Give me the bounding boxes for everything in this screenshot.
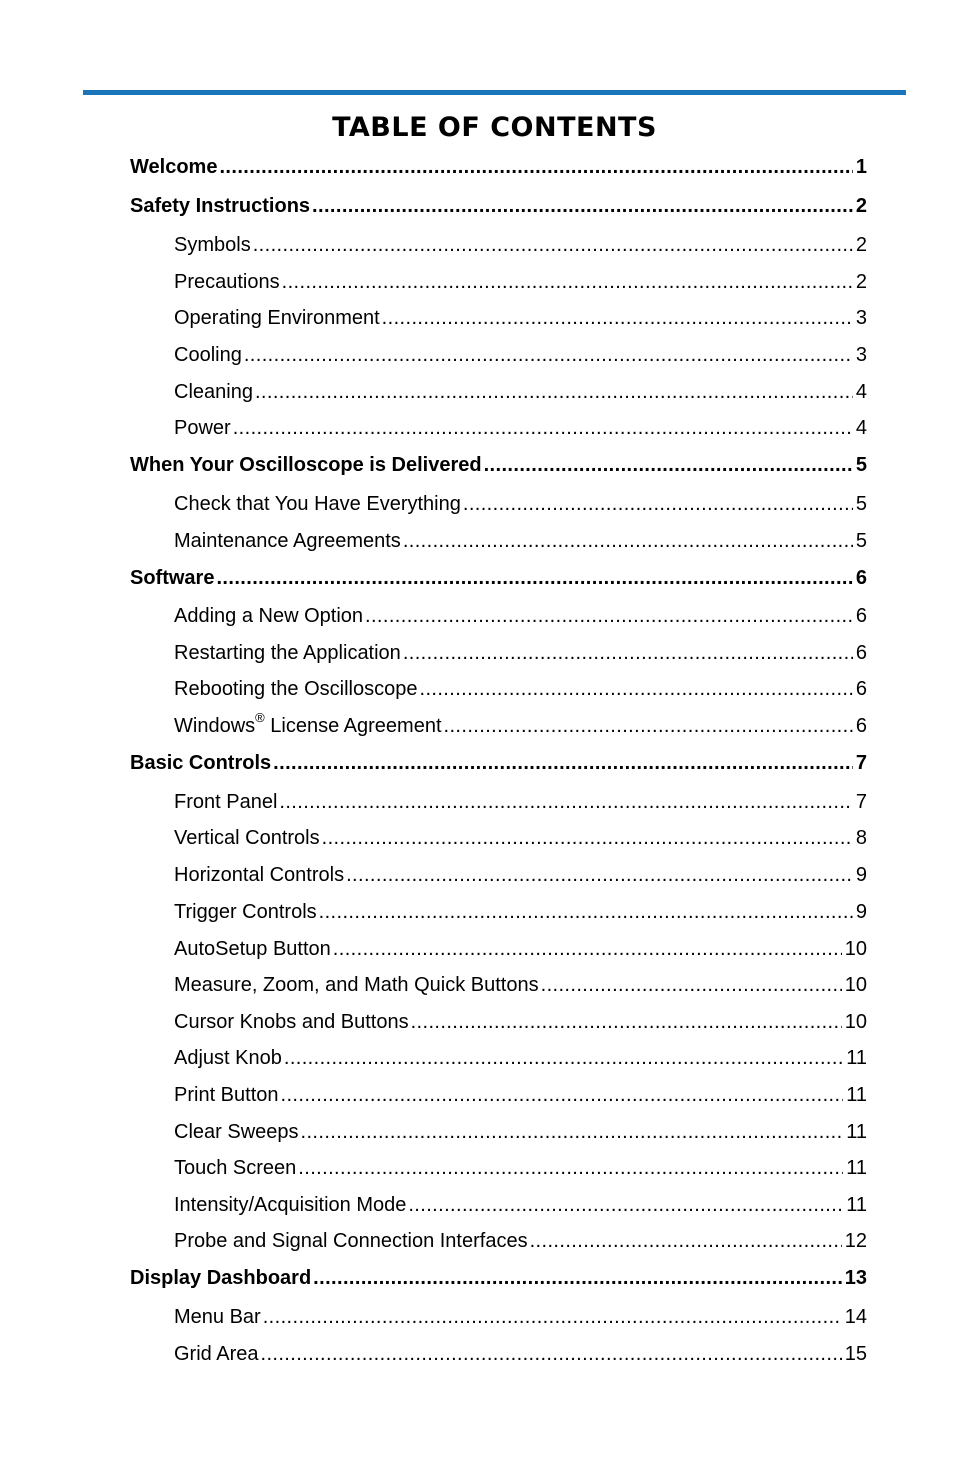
toc-subsection-entry[interactable] [174,340,867,368]
registered-mark: ® [255,710,265,726]
toc-entry-title-text: Software [130,567,215,589]
toc-subsection-entry[interactable] [174,1007,867,1035]
toc-page-number: 12 [844,1230,867,1252]
toc-entry-title-text: Adjust Knob [174,1047,282,1069]
toc-subsection-entry[interactable] [174,526,867,554]
toc-subsection-entry[interactable] [174,1117,867,1145]
dot-leader [444,713,853,739]
toc-page-number: 4 [855,381,867,403]
toc-subsection-entry[interactable] [174,413,867,441]
toc-subsection-entry[interactable] [174,1080,867,1108]
toc-entry-title-text: Intensity/Acquisition Mode [174,1194,407,1216]
dot-leader [263,1304,842,1330]
toc-entry-title-text: Cleaning [174,381,253,403]
toc-section-entry[interactable] [130,450,867,478]
toc-entry-title-text: Probe and Signal Connection Interfaces [174,1230,528,1252]
toc-page-number: 11 [846,1084,867,1106]
toc-entry-title-text: Rebooting the Oscilloscope [174,678,418,700]
toc-entry-title [174,710,444,739]
toc-page-number: 9 [855,864,867,886]
toc-subsection-entry[interactable] [174,711,867,739]
toc-entry-title [174,379,255,405]
dot-leader [219,154,852,180]
toc-page-number: 6 [855,567,867,589]
toc-page-number: 5 [855,454,867,476]
toc-entry-title [174,1155,298,1181]
toc-subsection-entry[interactable] [174,230,867,258]
dot-leader [319,899,853,925]
toc-entry-title-text: Adding a New Option [174,605,364,627]
toc-subsection-entry[interactable] [174,1226,867,1254]
toc-section-entry[interactable] [130,1263,867,1291]
toc-entry-title [174,528,403,554]
toc-page-number: 6 [855,678,867,700]
toc-entry-title [174,1082,281,1108]
dot-leader [484,452,853,478]
toc-entry-title [130,565,216,591]
toc-entry-title-rest: License Agreement [264,715,442,737]
toc-entry-title [174,1045,284,1071]
toc-page-number: 5 [855,530,867,552]
toc-section-entry[interactable] [130,191,867,219]
toc-page-number: 11 [846,1157,867,1179]
toc-subsection-entry[interactable] [174,970,867,998]
toc-subsection-entry[interactable] [174,1153,867,1181]
toc-page-number: 6 [855,715,867,737]
toc-page-number: 7 [855,791,867,813]
dot-leader [301,1119,844,1145]
toc-subsection-entry[interactable] [174,1302,867,1330]
dot-leader [408,1192,843,1218]
toc-entry-title [174,1119,301,1145]
dot-leader [541,972,842,998]
dot-leader [233,415,853,441]
toc-entry-title-text: Print Button [174,1084,279,1106]
toc-page-number: 6 [855,642,867,664]
toc-entry-title-text: Grid Area [174,1343,259,1365]
toc-entry-title [174,899,319,925]
toc-entry-title-text: Trigger Controls [174,901,317,923]
toc-subsection-entry[interactable] [174,638,867,666]
toc-page-number: 2 [855,195,867,217]
dot-leader [281,1082,844,1108]
toc-entry-title [174,1192,408,1218]
toc-entry-title-text: Restarting the Application [174,642,401,664]
dot-leader [530,1228,842,1254]
dot-leader [298,1155,843,1181]
toc-entry-title [174,342,244,368]
toc-entry-title [174,491,463,517]
dot-leader [279,789,852,815]
toc-page-number: 13 [844,1267,867,1289]
dot-leader [273,750,853,776]
dot-leader [284,1045,843,1071]
dot-leader [282,269,853,295]
toc-entry-title [174,603,365,629]
toc-page-number: 10 [844,938,867,960]
toc-entry-title-text: Safety Instructions [130,195,311,217]
toc-entry-title-text: Power [174,417,231,439]
toc-section-entry[interactable] [130,152,867,180]
toc-entry-title [174,640,403,666]
toc-page-number: 11 [846,1194,867,1216]
toc-entry-title-text: Measure, Zoom, and Math Quick Buttons [174,974,539,996]
dot-leader [403,528,853,554]
dot-leader [313,1265,842,1291]
toc-entry-title [174,1341,260,1367]
toc-entry-title [174,415,233,441]
dot-leader [333,936,842,962]
dot-leader [346,862,853,888]
toc-section-entry[interactable] [130,563,867,591]
toc-entry-title-text: Horizontal Controls [174,864,345,886]
toc-subsection-entry[interactable] [174,674,867,702]
toc-page-number: 2 [855,271,867,293]
dot-leader [419,676,852,702]
toc-page-number: 3 [855,307,867,329]
toc-entry-title-text: Maintenance Agreements [174,530,401,552]
toc-entry-title [174,1228,530,1254]
toc-page-number: 14 [844,1306,867,1328]
toc-entry-title-text: Welcome [130,156,218,178]
toc-entry-title-text: Symbols [174,234,251,256]
toc-subsection-entry[interactable] [174,787,867,815]
toc-entry-title-text: Front Panel [174,791,278,813]
toc-subsection-entry[interactable] [174,1339,867,1367]
toc-subsection-entry[interactable] [174,1043,867,1071]
dot-leader [216,565,852,591]
toc-subsection-entry[interactable] [174,267,867,295]
toc-entry-title-text: Windows [174,715,256,737]
toc-entry-title-text: Cursor Knobs and Buttons [174,1011,409,1033]
dot-leader [382,305,853,331]
dot-leader [253,232,853,258]
toc-entry-title [174,789,279,815]
toc-subsection-entry[interactable] [174,934,867,962]
toc-entry-title [130,452,484,478]
toc-page-number: 11 [846,1121,867,1143]
dot-leader [411,1009,842,1035]
page-title: TABLE OF CONTENTS [332,112,657,143]
toc-page-number: 3 [855,344,867,366]
toc-entry-title-text: AutoSetup Button [174,938,331,960]
toc-entry-title-text: Operating Environment [174,307,380,329]
toc-subsection-entry[interactable] [174,1190,867,1218]
toc-entry-title-text: When Your Oscilloscope is Delivered [130,454,482,476]
toc-entry-title [174,232,253,258]
dot-leader [463,491,853,517]
toc-entry-title [174,676,419,702]
dot-leader [312,193,853,219]
toc-subsection-entry[interactable] [174,377,867,405]
toc-entry-title-text: Cooling [174,344,242,366]
toc-entry-title-text: Display Dashboard [130,1267,312,1289]
toc-subsection-entry[interactable] [174,489,867,517]
toc-page-number: 5 [855,493,867,515]
toc-subsection-entry[interactable] [174,601,867,629]
toc-page-number: 7 [855,752,867,774]
toc-subsection-entry[interactable] [174,897,867,925]
toc-entry-title [174,1304,263,1330]
toc-entry-title [174,972,541,998]
toc-subsection-entry[interactable] [174,303,867,331]
dot-leader [260,1341,841,1367]
toc-entry-title [174,862,346,888]
toc-entry-title-text: Precautions [174,271,280,293]
toc-entry-title-text: Touch Screen [174,1157,297,1179]
toc-entry-title [174,1009,411,1035]
toc-page-number: 6 [855,605,867,627]
toc-page-number: 11 [846,1047,867,1069]
toc-entry-title-text: Menu Bar [174,1306,261,1328]
toc-page-number: 10 [844,1011,867,1033]
dot-leader [255,379,853,405]
toc-entry-title [130,1265,313,1291]
toc-entry-title [174,825,322,851]
toc-entry-title [130,154,219,180]
toc-entry-title [174,269,282,295]
toc-page-number: 1 [855,156,867,178]
toc-entry-title [174,305,382,331]
dot-leader [244,342,853,368]
toc-page-number: 2 [855,234,867,256]
toc-entry-title-text: Clear Sweeps [174,1121,299,1143]
toc-page-number: 4 [855,417,867,439]
toc-entry-title [130,193,312,219]
toc-page-number: 10 [844,974,867,996]
toc-subsection-entry[interactable] [174,823,867,851]
toc-section-entry[interactable] [130,748,867,776]
dot-leader [365,603,853,629]
dot-leader [322,825,853,851]
dot-leader [403,640,853,666]
toc-entry-title-text: Basic Controls [130,752,272,774]
toc-entry-title-text: Check that You Have Everything [174,493,461,515]
toc-page-number: 15 [844,1343,867,1365]
toc-page-number: 8 [855,827,867,849]
toc-entry-title [130,750,273,776]
toc-entry-title-text: Vertical Controls [174,827,320,849]
toc-subsection-entry[interactable] [174,860,867,888]
toc-entry-title [174,936,333,962]
toc-page-number: 9 [855,901,867,923]
